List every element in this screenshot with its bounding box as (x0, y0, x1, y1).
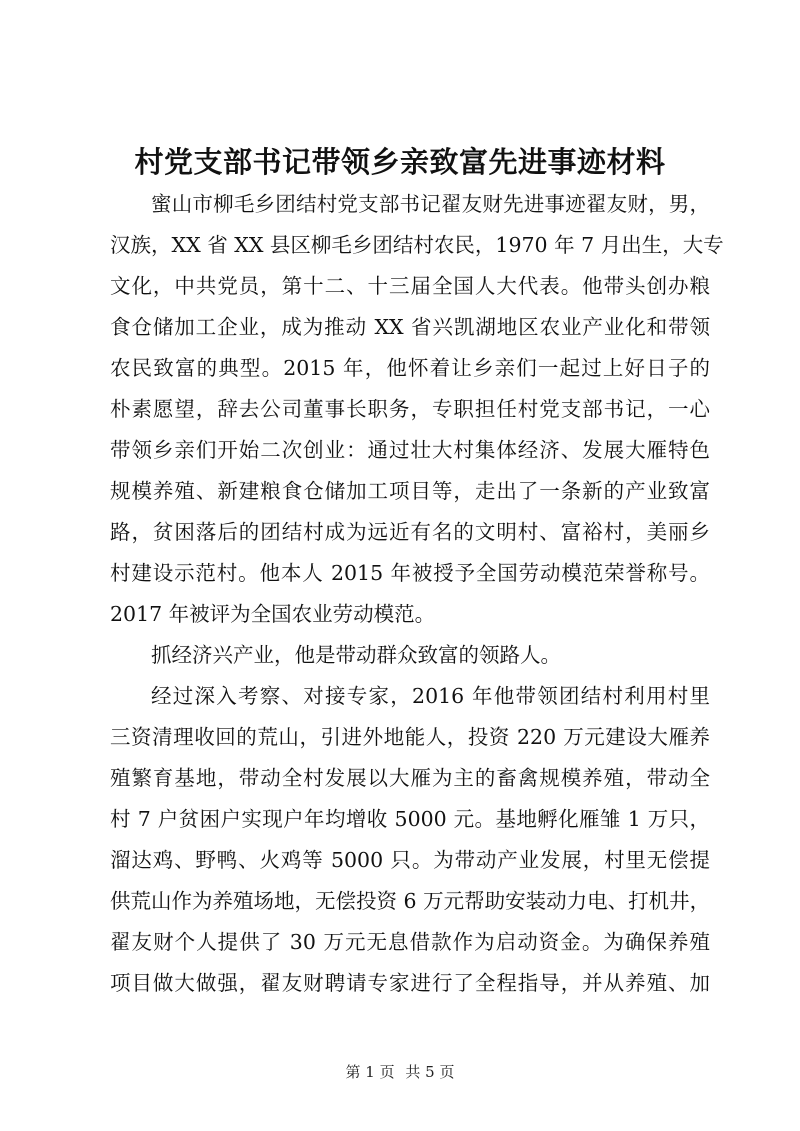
text-line: 村 7 户贫困户实现户年均增收 5000 元。基地孵化雁雏 1 万只， (110, 807, 710, 831)
text-line: 供荒山作为养殖场地，无偿投资 6 万元帮助安装动力电、打机井， (110, 889, 711, 913)
text-line: 经过深入考察、对接专家，2016 年他带领团结村利用村里 (151, 684, 710, 708)
text-line: 三资清理收回的荒山，引进外地能人，投资 220 万元建设大雁养 (110, 725, 710, 749)
text-line: 汉族，XX 省 XX 县区柳毛乡团结村农民，1970 年 7 月出生，大专 (110, 233, 724, 257)
text-line: 殖繁育基地，带动全村发展以大雁为主的畜禽规模养殖，带动全 (110, 766, 710, 790)
page-number: 第 1 页 (345, 1063, 395, 1081)
text-line: 路，贫困落后的团结村成为远近有名的文明村、富裕村，美丽乡 (110, 520, 710, 544)
text-line: 规模养殖、新建粮食仓储加工项目等，走出了一条新的产业致富 (110, 479, 710, 503)
text-line: 朴素愿望，辞去公司董事长职务，专职担任村党支部书记，一心 (110, 397, 710, 421)
page-footer (0, 1062, 800, 1082)
page-total: 共 5 页 (405, 1063, 455, 1081)
text-line: 蜜山市柳毛乡团结村党支部书记翟友财先进事迹翟友财，男， (151, 192, 710, 216)
text-line: 溜达鸡、野鸭、火鸡等 5000 只。为带动产业发展，村里无偿提 (110, 848, 710, 872)
text-line: 抓经济兴产业，他是带动群众致富的领路人。 (151, 643, 561, 667)
text-line: 文化，中共党员，第十二、十三届全国人大代表。他带头创办粮 (110, 274, 710, 298)
text-line: 村建设示范村。他本人 2015 年被授予全国劳动模范荣誉称号。 (110, 561, 710, 585)
document-title: 村党支部书记带领乡亲致富先进事迹材料 (134, 145, 666, 179)
text-line: 2017 年被评为全国农业劳动模范。 (110, 602, 436, 626)
text-line: 项目做大做强，翟友财聘请专家进行了全程指导，并从养殖、加 (110, 971, 710, 995)
text-line: 翟友财个人提供了 30 万元无息借款作为启动资金。为确保养殖 (110, 930, 710, 954)
text-line: 带领乡亲们开始二次创业：通过壮大村集体经济、发展大雁特色 (110, 438, 710, 462)
document-body (110, 184, 724, 1004)
text-line: 农民致富的典型。2015 年，他怀着让乡亲们一起过上好日子的 (110, 356, 710, 380)
text-line: 食仓储加工企业，成为推动 XX 省兴凯湖地区农业产业化和带领 (110, 315, 710, 339)
